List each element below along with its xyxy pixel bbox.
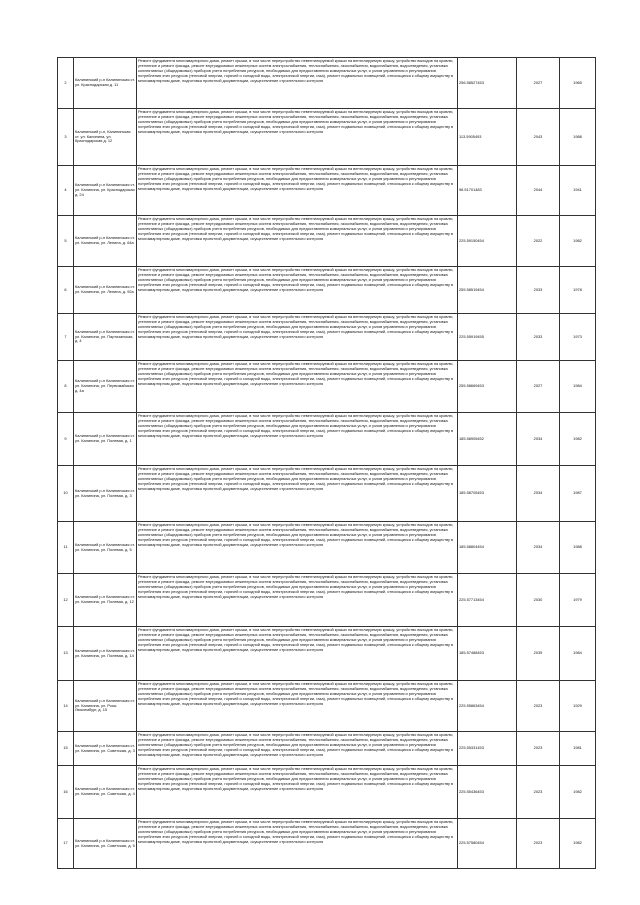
built-year-cell: 1981 (560, 732, 596, 766)
row-number: 14 (58, 681, 74, 732)
work-list-cell (137, 574, 458, 627)
table-row (58, 58, 596, 109)
table-row (58, 109, 596, 166)
table-row (58, 766, 596, 819)
address-cell: Калининский р-н Калининская ст. ул. Калинина, ул. Полевая, д. 5 (74, 522, 137, 574)
table-row (58, 627, 596, 681)
work-list-cell (137, 58, 458, 109)
built-year-cell: 1984 (560, 627, 596, 681)
cost-cell: 225.55436453 (458, 766, 517, 819)
repair-program-table (57, 57, 596, 869)
built-year-cell: 1982 (560, 766, 596, 819)
cost-cell: 225.55863454 (458, 681, 517, 732)
work-list-cell (137, 109, 458, 166)
address-cell: Калининский р-н Калининская ст. ул. Калинина, ул. Краснодарская д. 24 (74, 166, 137, 216)
work-list-text: Ремонт фундамента многоквартирного дома, ремонт крыши, в том числе переустройство невентилируемой крыши на вентилируемую крышу, устройство выходов на кровлю, утепление и ремонт фасада, ремонт внутридомовых инженерных систем электроснабжения, теплоснабжения, газоснабжения, водоснабжения, водоотведения, установка коллективных (общедомовых) приборов учета потребления ресурсов, необходимых для предоставления коммунальных услуг, и узлов управления и регулирования потребления этих ресурсов (тепловой энергии, горячей и холодной воды, электрической энергии, газа), ремонт подвальных помещений, относящихся к общему имуществу в многоквартирном доме, подготовка проектной документации, осуществление строительного контроля (138, 59, 454, 83)
work-list-text: Ремонт фундамента многоквартирного дома, ремонт крыши, в том числе переустройство невентилируемой крыши на вентилируемую крышу, устройство выходов на кровлю, утепление и ремонт фасада, ремонт внутридомовых инженерных систем электроснабжения, теплоснабжения, газоснабжения, водоснабжения, водоотведения, установка коллективных (общедомовых) приборов учета потребления ресурсов, необходимых для предоставления коммунальных услуг, и узлов управления и регулирования потребления этих ресурсов (тепловой энергии, горячей и холодной воды, электрической энергии, газа), ремонт подвальных помещений, относящихся к общему имуществу в многоквартирном доме, подготовка проектной документации, осуществление строительного контроля (138, 467, 454, 491)
cost-cell: 225.57713454 (458, 574, 517, 627)
work-list-text: Ремонт фундамента многоквартирного дома, ремонт крыши, в том числе переустройство невентилируемой крыши на вентилируемую крышу, устройство выходов на кровлю, утепление и ремонт фасада, ремонт внутридомовых инженерных систем электроснабжения, теплоснабжения, газоснабжения, водоснабжения, водоотведения, установка коллективных (общедомовых) приборов учета потребления ресурсов, необходимых для предоставления коммунальных услуг, и узлов управления и регулирования потребления этих ресурсов (тепловой энергии, горячей и холодной воды, электрической энергии, газа), ремонт подвальных помещений, относящихся к общему имуществу в многоквартирном доме, подготовка проектной документации, осуществление строительного контроля (138, 767, 454, 791)
address-cell: Калининский р-н Калининская ст. ул. Калинина, ул. Советская, д. 5 (74, 819, 137, 869)
row-number: 7 (58, 314, 74, 361)
table-row (58, 681, 596, 732)
planned-year-cell: 2034 (517, 466, 560, 522)
work-list-text: Ремонт фундамента многоквартирного дома, ремонт крыши, в том числе переустройство невентилируемой крыши на вентилируемую крышу, устройство выходов на кровлю, утепление и ремонт фасада, ремонт внутридомовых инженерных систем электроснабжения, теплоснабжения, газоснабжения, водоснабжения, водоотведения, установка коллективных (общедомовых) приборов учета потребления ресурсов, необходимых для предоставления коммунальных услуг, и узлов управления и регулирования потребления этих ресурсов (тепловой энергии, горячей и холодной воды, электрической энергии, газа), ремонт подвальных помещений, относящихся к общему имуществу в многоквартирном доме, подготовка проектной документации, осуществление строительного контроля (138, 523, 454, 547)
address-cell: Калининский р-н Калининская ст. ул. Калинина, ул. Советская, д. 4 (74, 766, 137, 819)
planned-year-cell: 2023 (517, 819, 560, 869)
address-cell: Калининский р-н Калининская ст. ул. Калинина, ул. Первомайская д. 4а (74, 361, 137, 413)
built-year-cell: 1988 (560, 522, 596, 574)
work-list-cell (137, 267, 458, 314)
work-list-cell (137, 466, 458, 522)
row-number: 16 (58, 766, 74, 819)
cost-cell: 225.55919455 (458, 314, 517, 361)
built-year-cell: 1965 (560, 58, 596, 109)
planned-year-cell: 2034 (517, 413, 560, 466)
cost-cell: 255.58669453 (458, 361, 517, 413)
planned-year-cell: 2033 (517, 314, 560, 361)
table-row (58, 574, 596, 627)
work-list-cell (137, 819, 458, 869)
row-number: 2 (58, 58, 74, 109)
work-list-text: Ремонт фундамента многоквартирного дома, ремонт крыши, в том числе переустройство невентилируемой крыши на вентилируемую крышу, устройство выходов на кровлю, утепление и ремонт фасада, ремонт внутридомовых инженерных систем электроснабжения, теплоснабжения, газоснабжения, водоснабжения, водоотведения, установка коллективных (общедомовых) приборов учета потребления ресурсов, необходимых для предоставления коммунальных услуг, и узлов управления и регулирования потребления этих ресурсов (тепловой энергии, горячей и холодной воды, электрической энергии, газа), ремонт подвальных помещений, относящихся к общему имуществу в многоквартирном доме, подготовка проектной документации, осуществление строительного контроля (138, 820, 454, 844)
planned-year-cell: 2033 (517, 267, 560, 314)
work-list-cell (137, 166, 458, 216)
built-year-cell: 1941 (560, 166, 596, 216)
work-list-text: Ремонт фундамента многоквартирного дома, ремонт крыши, в том числе переустройство невентилируемой крыши на вентилируемую крышу, устройство выходов на кровлю, утепление и ремонт фасада, ремонт внутридомовых инженерных систем электроснабжения, теплоснабжения, газоснабжения, водоснабжения, водоотведения, установка коллективных (общедомовых) приборов учета потребления ресурсов, необходимых для предоставления коммунальных услуг, и узлов управления и регулирования потребления этих ресурсов (тепловой энергии, горячей и холодной воды, электрической энергии, газа), ремонт подвальных помещений, относящихся к общему имуществу в многоквартирном доме, подготовка проектной документации, осуществление строительного контроля (138, 217, 454, 241)
work-list-text: Ремонт фундамента многоквартирного дома, ремонт крыши, в том числе переустройство невентилируемой крыши на вентилируемую крышу, устройство выходов на кровлю, утепление и ремонт фасада, ремонт внутридомовых инженерных систем электроснабжения, теплоснабжения, газоснабжения, водоснабжения, водоотведения, установка коллективных (общедомовых) приборов учета потребления ресурсов, необходимых для предоставления коммунальных услуг, и узлов управления и регулирования потребления этих ресурсов (тепловой энергии, горячей и холодной воды, электрической энергии, газа), ремонт подвальных помещений, относящихся к общему имуществу в многоквартирном доме, подготовка проектной документации, осуществление строительного контроля (138, 268, 454, 292)
row-number: 15 (58, 732, 74, 766)
cost-cell: 185.58905452 (458, 413, 517, 466)
work-list-cell (137, 732, 458, 766)
table-body (58, 58, 596, 869)
built-year-cell: 1979 (560, 574, 596, 627)
work-list-cell (137, 681, 458, 732)
table-row (58, 413, 596, 466)
built-year-cell: 1984 (560, 361, 596, 413)
table-row (58, 732, 596, 766)
address-cell: Калининский р-н Калининская ст. ул. Калинина, ул. Партизанская, д. 4 (74, 314, 137, 361)
work-list-cell (137, 627, 458, 681)
built-year-cell: 1982 (560, 413, 596, 466)
row-number: 4 (58, 166, 74, 216)
planned-year-cell: 2030 (517, 574, 560, 627)
work-list-text: Ремонт фундамента многоквартирного дома, ремонт крыши, в том числе переустройство невентилируемой крыши на вентилируемую крышу, устройство выходов на кровлю, утепление и ремонт фасада, ремонт внутридомовых инженерных систем электроснабжения, теплоснабжения, газоснабжения, водоснабжения, водоотведения, установка коллективных (общедомовых) приборов учета потребления ресурсов, необходимых для предоставления коммунальных услуг, и узлов управления и регулирования потребления этих ресурсов (тепловой энергии, горячей и холодной воды, электрической энергии, газа), ремонт подвальных помещений, относящихся к общему имуществу в многоквартирном доме, подготовка проектной документации, осуществление строительного контроля (138, 414, 454, 438)
work-list-text: Ремонт фундамента многоквартирного дома, ремонт крыши, в том числе переустройство невентилируемой крыши на вентилируемую крышу, устройство выходов на кровлю, утепление и ремонт фасада, ремонт внутридомовых инженерных систем электроснабжения, теплоснабжения, газоснабжения, водоснабжения, водоотведения, установка коллективных (общедомовых) приборов учета потребления ресурсов, необходимых для предоставления коммунальных услуг, и узлов управления и регулирования потребления этих ресурсов (тепловой энергии, горячей и холодной воды, электрической энергии, газа), ремонт подвальных помещений, относящихся к общему имуществу в многоквартирном доме, подготовка проектной документации, осуществление строительного контроля (138, 167, 454, 191)
address-cell: Калининский р-н Калининская ст. ул. Калинина, ул. Полевая, д. 14 (74, 627, 137, 681)
table-row (58, 522, 596, 574)
work-list-cell (137, 216, 458, 267)
planned-year-cell: 2023 (517, 681, 560, 732)
built-year-cell: 1982 (560, 216, 596, 267)
row-number: 8 (58, 361, 74, 413)
planned-year-cell: 2043 (517, 109, 560, 166)
table-row (58, 361, 596, 413)
work-list-text: Ремонт фундамента многоквартирного дома, ремонт крыши, в том числе переустройство невентилируемой крыши на вентилируемую крышу, устройство выходов на кровлю, утепление и ремонт фасада, ремонт внутридомовых инженерных систем электроснабжения, теплоснабжения, газоснабжения, водоснабжения, водоотведения, установка коллективных (общедомовых) приборов учета потребления ресурсов, необходимых для предоставления коммунальных услуг, и узлов управления и регулирования потребления этих ресурсов (тепловой энергии, горячей и холодной воды, электрической энергии, газа), ремонт подвальных помещений, относящихся к общему имуществу в многоквартирном доме, подготовка проектной документации, осуществление строительного контроля (138, 362, 454, 386)
planned-year-cell: 2034 (517, 522, 560, 574)
row-number: 11 (58, 522, 74, 574)
cost-cell: 255.58519454 (458, 267, 517, 314)
cost-cell: 225.55331453 (458, 732, 517, 766)
address-cell: Калининский р-н Калининская ст. ул. Калинина, ул. Розы Люксембург, д. 15 (74, 681, 137, 732)
cost-cell: 113.5905493 (458, 109, 517, 166)
address-cell: Калининский р-н, Калининская ст. ул. Калинина, ул. Краснодарская д. 12 (74, 109, 137, 166)
row-number: 12 (58, 574, 74, 627)
table-row (58, 267, 596, 314)
work-list-cell (137, 413, 458, 466)
planned-year-cell: 2022 (517, 216, 560, 267)
work-list-text: Ремонт фундамента многоквартирного дома, ремонт крыши, в том числе переустройство невентилируемой крыши на вентилируемую крышу, устройство выходов на кровлю, утепление и ремонт фасада, ремонт внутридомовых инженерных систем электроснабжения, теплоснабжения, газоснабжения, водоснабжения, водоотведения, установка коллективных (общедомовых) приборов учета потребления ресурсов, необходимых для предоставления коммунальных услуг, и узлов управления и регулирования потребления этих ресурсов (тепловой энергии, горячей и холодной воды, электрической энергии, газа), ремонт подвальных помещений, относящихся к общему имуществу в многоквартирном доме, подготовка проектной документации, осуществление строительного контроля (138, 315, 454, 339)
row-number: 6 (58, 267, 74, 314)
address-cell: Калининский р-н Калининская ст. ул. Калинина, ул. Полевая, д. 1 (74, 413, 137, 466)
built-year-cell: 1973 (560, 314, 596, 361)
address-cell: Калининский р-н Калининская ст. ул. Калинина, ул. Полевая, д. 12 (74, 574, 137, 627)
work-list-cell (137, 766, 458, 819)
cost-cell: 225.57580454 (458, 819, 517, 869)
table-row (58, 166, 596, 216)
address-cell: Калининский р-н Калининская ст. ул. Калинина, ул. Ленина, д. 92а (74, 267, 137, 314)
planned-year-cell: 2027 (517, 361, 560, 413)
planned-year-cell: 2023 (517, 766, 560, 819)
address-cell: Калининский р-н Калининская ст. ул. Краснодарская д. 11 (74, 58, 137, 109)
cost-cell: 185.58804454 (458, 522, 517, 574)
table-row (58, 466, 596, 522)
built-year-cell: 1982 (560, 819, 596, 869)
row-number: 10 (58, 466, 74, 522)
table-row (58, 216, 596, 267)
cost-cell: 225.59150454 (458, 216, 517, 267)
row-number: 9 (58, 413, 74, 466)
table-row (58, 819, 596, 869)
planned-year-cell: 2035 (517, 627, 560, 681)
table-row (58, 314, 596, 361)
work-list-text: Ремонт фундамента многоквартирного дома, ремонт крыши, в том числе переустройство невентилируемой крыши на вентилируемую крышу, устройство выходов на кровлю, утепление и ремонт фасада, ремонт внутридомовых инженерных систем электроснабжения, теплоснабжения, газоснабжения, водоснабжения, водоотведения, установка коллективных (общедомовых) приборов учета потребления ресурсов, необходимых для предоставления коммунальных услуг, и узлов управления и регулирования потребления этих ресурсов (тепловой энергии, горячей и холодной воды, электрической энергии, газа), ремонт подвальных помещений, относящихся к общему имуществу в многоквартирном доме, подготовка проектной документации, осуществление строительного контроля (138, 733, 454, 757)
document-page (57, 57, 585, 869)
work-list-text: Ремонт фундамента многоквартирного дома, ремонт крыши, в том числе переустройство невентилируемой крыши на вентилируемую крышу, устройство выходов на кровлю, утепление и ремонт фасада, ремонт внутридомовых инженерных систем электроснабжения, теплоснабжения, газоснабжения, водоснабжения, водоотведения, установка коллективных (общедомовых) приборов учета потребления ресурсов, необходимых для предоставления коммунальных услуг, и узлов управления и регулирования потребления этих ресурсов (тепловой энергии, горячей и холодной воды, электрической энергии, газа), ремонт подвальных помещений, относящихся к общему имуществу в многоквартирном доме, подготовка проектной документации, осуществление строительного контроля (138, 110, 454, 134)
cost-cell: 96.51701483 (458, 166, 517, 216)
row-number: 13 (58, 627, 74, 681)
work-list-text: Ремонт фундамента многоквартирного дома, ремонт крыши, в том числе переустройство невентилируемой крыши на вентилируемую крышу, устройство выходов на кровлю, утепление и ремонт фасада, ремонт внутридомовых инженерных систем электроснабжения, теплоснабжения, газоснабжения, водоснабжения, водоотведения, установка коллективных (общедомовых) приборов учета потребления ресурсов, необходимых для предоставления коммунальных услуг, и узлов управления и регулирования потребления этих ресурсов (тепловой энергии, горячей и холодной воды, электрической энергии, газа), ремонт подвальных помещений, относящихся к общему имуществу в многоквартирном доме, подготовка проектной документации, осуществление строительного контроля (138, 575, 454, 599)
address-cell: Калининский р-н Калининская ст. ул. Калинина, ул. Полевая, д. 3 (74, 466, 137, 522)
planned-year-cell: 2027 (517, 58, 560, 109)
row-number: 17 (58, 819, 74, 869)
address-cell: Калининский р-н Калининская ст. ул. Калинина, ул. Советская, д. 3 (74, 732, 137, 766)
cost-cell: 256.58527453 (458, 58, 517, 109)
work-list-text: Ремонт фундамента многоквартирного дома, ремонт крыши, в том числе переустройство невентилируемой крыши на вентилируемую крышу, устройство выходов на кровлю, утепление и ремонт фасада, ремонт внутридомовых инженерных систем электроснабжения, теплоснабжения, газоснабжения, водоснабжения, водоотведения, установка коллективных (общедомовых) приборов учета потребления ресурсов, необходимых для предоставления коммунальных услуг, и узлов управления и регулирования потребления этих ресурсов (тепловой энергии, горячей и холодной воды, электрической энергии, газа), ремонт подвальных помещений, относящихся к общему имуществу в многоквартирном доме, подготовка проектной документации, осуществление строительного контроля (138, 682, 454, 706)
cost-cell: 185.58705453 (458, 466, 517, 522)
planned-year-cell: 2023 (517, 732, 560, 766)
work-list-cell (137, 522, 458, 574)
built-year-cell: 1987 (560, 466, 596, 522)
row-number: 5 (58, 216, 74, 267)
built-year-cell: 1929 (560, 681, 596, 732)
work-list-cell (137, 361, 458, 413)
address-cell: Калининский р-н Калининская ст. ул. Калинина, ул. Ленина, д. 64а (74, 216, 137, 267)
work-list-cell (137, 314, 458, 361)
work-list-text: Ремонт фундамента многоквартирного дома, ремонт крыши, в том числе переустройство невентилируемой крыши на вентилируемую крышу, устройство выходов на кровлю, утепление и ремонт фасада, ремонт внутридомовых инженерных систем электроснабжения, теплоснабжения, газоснабжения, водоснабжения, водоотведения, установка коллективных (общедомовых) приборов учета потребления ресурсов, необходимых для предоставления коммунальных услуг, и узлов управления и регулирования потребления этих ресурсов (тепловой энергии, горячей и холодной воды, электрической энергии, газа), ремонт подвальных помещений, относящихся к общему имуществу в многоквартирном доме, подготовка проектной документации, осуществление строительного контроля (138, 628, 454, 652)
cost-cell: 185.57488453 (458, 627, 517, 681)
built-year-cell: 1978 (560, 267, 596, 314)
planned-year-cell: 2044 (517, 166, 560, 216)
built-year-cell: 1988 (560, 109, 596, 166)
row-number: 3 (58, 109, 74, 166)
